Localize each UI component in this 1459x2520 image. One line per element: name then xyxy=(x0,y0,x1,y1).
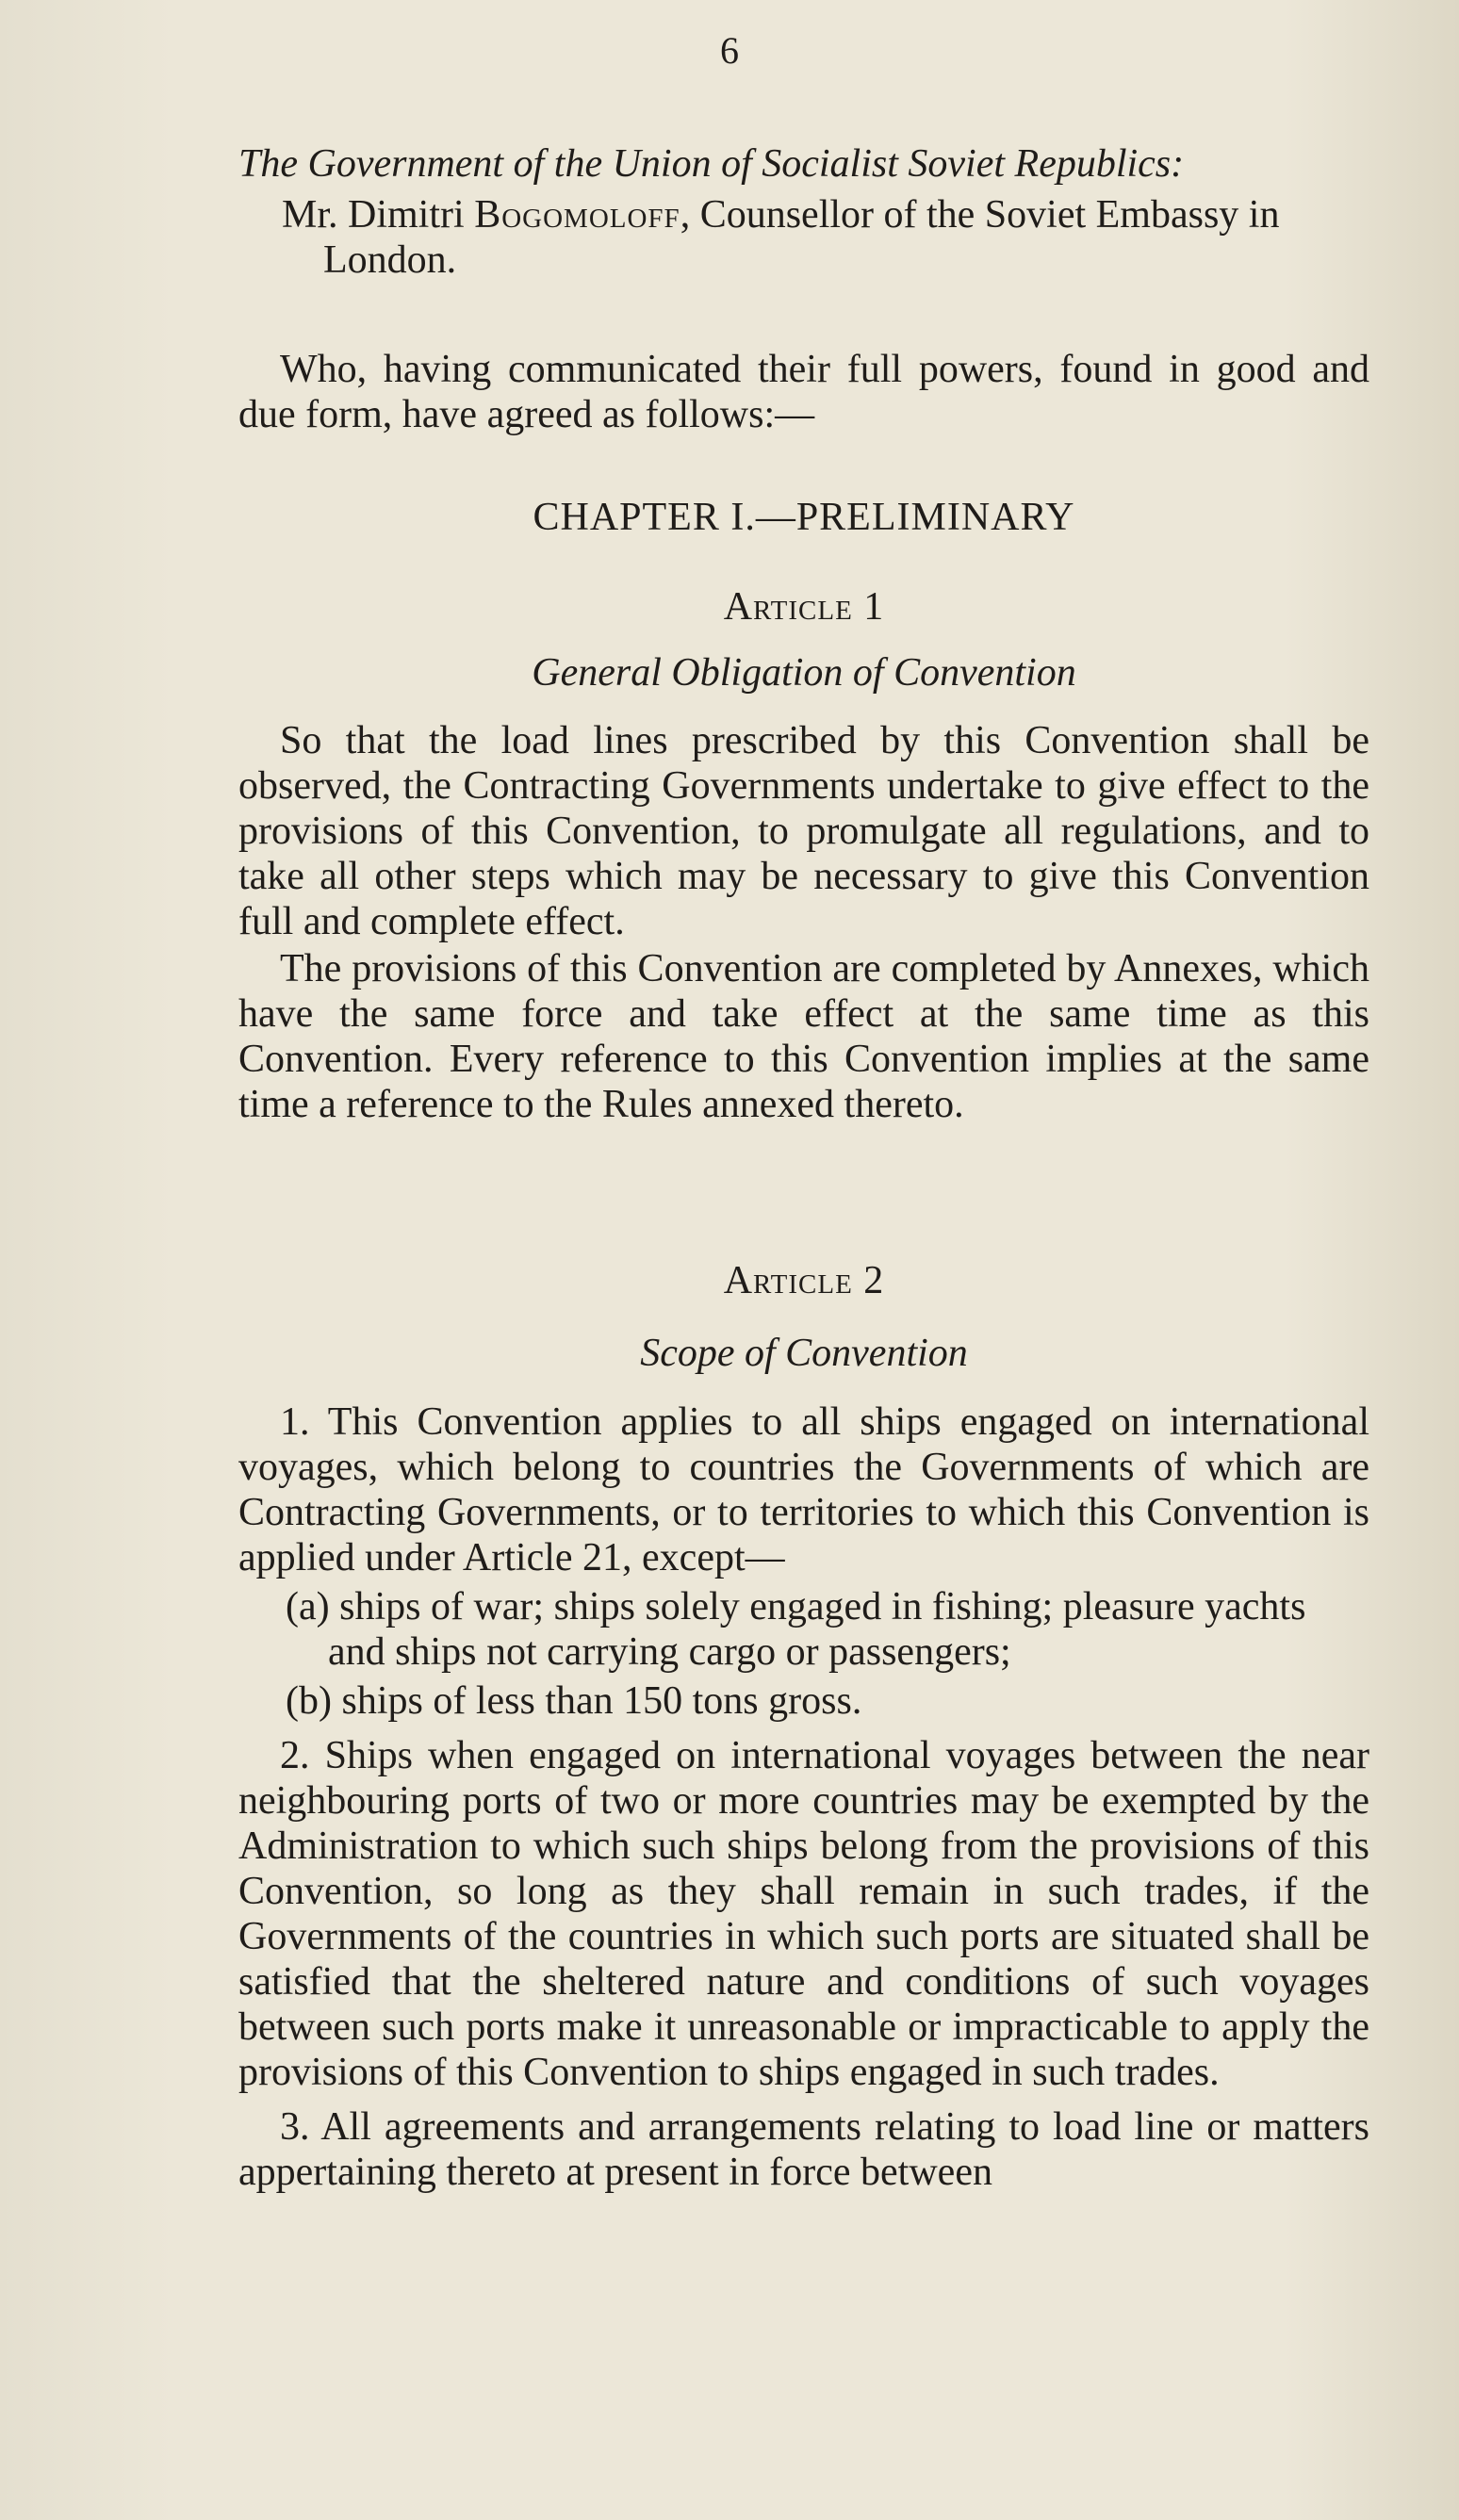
delegate-rest: , Counsellor of the Soviet Embassy in London. xyxy=(323,193,1280,282)
page-number: 6 xyxy=(720,29,739,72)
article-2-paragraph-2: 2. Ships when engaged on international voyages between the near neighbouring ports of two or more countries may be exempted by the Administration to which such ships belong from the provisions of this Convention, so long as they shall remain in such trades, if the Governments of the countries in which such ports are situated shall be satisfied that the sheltered nature and conditions of such voyages between such ports make it unreasonable or impracticable to apply the provisions of this Convention to ships engaged in such trades. xyxy=(238,1734,1369,2094)
article-1-body xyxy=(238,718,1369,1127)
preamble xyxy=(238,347,1369,437)
article-1-title: General Obligation of Convention xyxy=(532,651,1076,695)
article-2-paragraph-3: 3. All agreements and arrangements relating to load line or matters appertaining thereto at present in force between xyxy=(238,2105,1369,2194)
party-block xyxy=(238,141,1369,283)
article-1-paragraph-2: The provisions of this Convention are completed by Annexes, which have the same force and take effect at the same time as this Convention. Every reference to this Convention implies at the same time a reference to the Rules annexed thereto. xyxy=(238,947,1369,1126)
article-2-item-b: (b) ships of less than 150 tons gross. xyxy=(286,1679,862,1723)
party-delegate xyxy=(238,192,1369,283)
article-2-paragraph-1: 1. This Convention applies to all ships engaged on international voyages, which belong to countries the Governments of which are Contracting Governments, or to territories to which this Convention is applied under Article 21, except— xyxy=(238,1400,1369,1579)
chapter-title: CHAPTER I.—PRELIMINARY xyxy=(533,496,1075,539)
delegate-surname: Bogomoloff xyxy=(474,193,680,237)
delegate-prefix: Mr. Dimitri xyxy=(282,193,475,237)
party-government: The Government of the Union of Socialist Soviet Republics: xyxy=(238,142,1185,186)
article-1-paragraph-1: So that the load lines prescribed by this Convention shall be observed, the Contracting Governments undertake to give effect to the provisions of this Convention, to promulgate all regulations, and to take all other steps which may be necessary to give this Convention full and complete effect. xyxy=(238,719,1369,943)
article-2-title: Scope of Convention xyxy=(640,1332,968,1375)
article-2-heading: Article 2 xyxy=(723,1259,885,1302)
article-2-body xyxy=(238,1399,1369,2195)
preamble-text: Who, having communicated their full powers, found in good and due form, have agreed as follows:— xyxy=(238,348,1369,436)
article-2-item-a: (a) ships of war; ships solely engaged in fishing; pleasure yachts and ships not carrying cargo or passengers; xyxy=(286,1585,1306,1674)
article-1-heading: Article 1 xyxy=(723,585,885,629)
